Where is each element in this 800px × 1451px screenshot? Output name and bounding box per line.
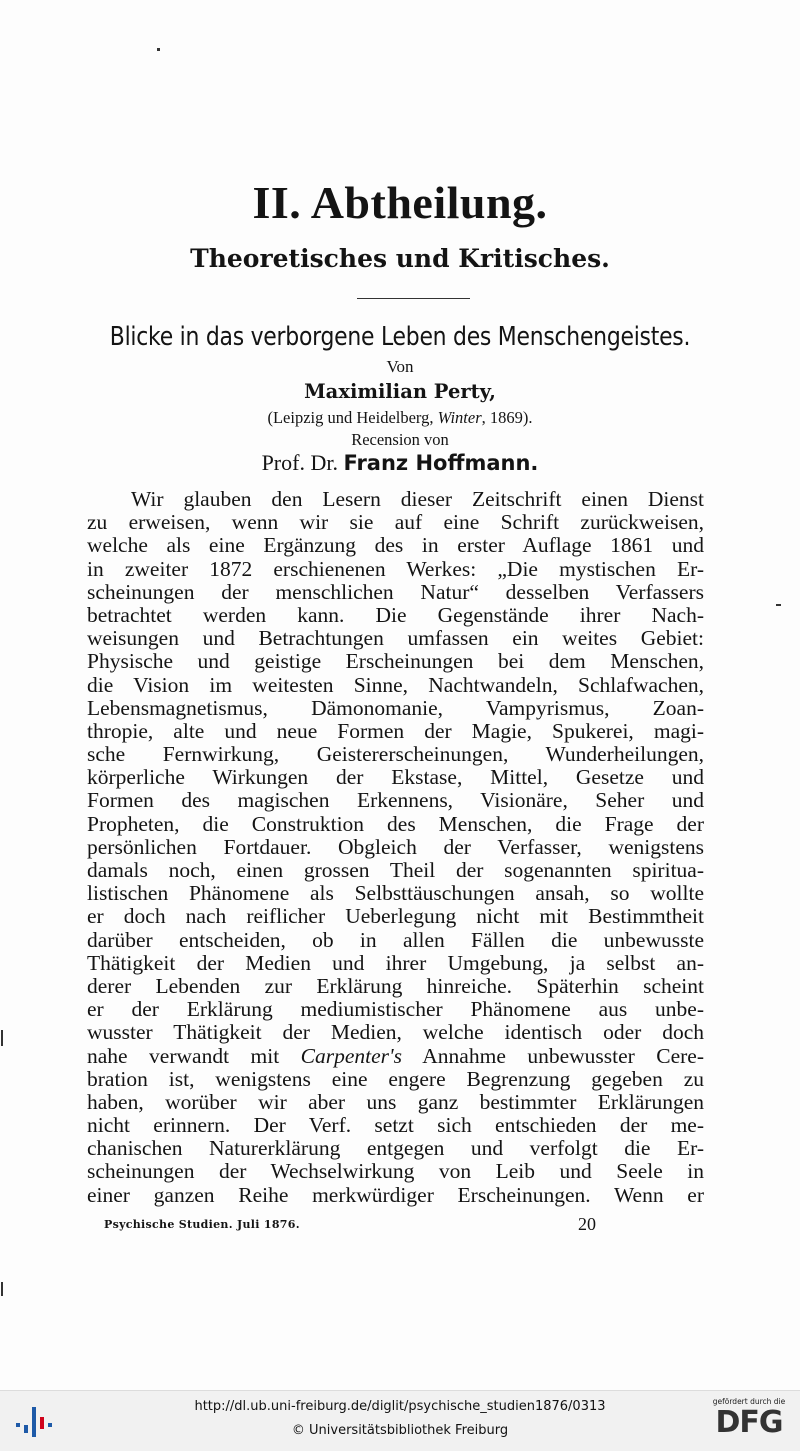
scan-speck [157, 48, 160, 51]
author-name: Maximilian Perty, [304, 380, 496, 403]
section-subtitle: Theoretisches und Kritisches. [190, 244, 610, 273]
dfg-logo-text: DFG [715, 1405, 783, 1440]
text-line: Propheten, die Construktion des Menschen, die Frage der [87, 811, 704, 836]
publication-year: , 1869). [481, 408, 533, 427]
text-line: zu erweisen, wenn wir sie auf eine Schrift zurückweisen, [87, 510, 704, 535]
text-line: Formen des magischen Erkennens, Visionäre, Seher und [87, 788, 704, 813]
reviewer-name: Franz Hoffmann. [343, 451, 539, 475]
italic-name: Carpenter's [300, 1043, 402, 1068]
text-line: scheinungen der menschlichen Natur“ desselben Verfassers [87, 579, 704, 604]
scan-speck [776, 604, 781, 606]
text-line: persönlichen Fortdauer. Obgleich der Verfasser, wenigstens [87, 834, 704, 859]
text-line: betrachtet werden kann. Die Gegenstände ihrer Nach- [87, 602, 704, 627]
text-line: die Vision im weitesten Sinne, Nachtwandeln, Schlafwachen, [87, 672, 704, 697]
text-line: chanischen Naturerklärung entgegen und verfolgt die Er- [87, 1136, 704, 1161]
viewer-footer-bar [0, 1390, 800, 1451]
reviewer [0, 450, 800, 476]
article-title: Blicke in das verborgene Leben des Menschengeistes. [109, 322, 691, 352]
page-number: 20 [578, 1214, 596, 1234]
text-line: listischen Phänomene als Selbsttäuschungen ansah, so wollte [87, 881, 704, 906]
text-line: körperliche Wirkungen der Ekstase, Mittel, Gesetze und [87, 765, 704, 790]
scan-speck [1, 1282, 3, 1296]
scan-speck [1, 1030, 3, 1046]
section-title: II. Abtheilung. [252, 177, 548, 228]
running-footer: Psychische Studien. Juli 1876. [104, 1218, 300, 1231]
recension-label: Recension von [351, 430, 449, 449]
publication-place: (Leipzig und Heidelberg, [267, 408, 438, 427]
text-line: welche als eine Ergänzung des in erster Auflage 1861 und [87, 533, 704, 558]
text-line: nahe verwandt mit Carpenter's Annahme unbewusster Cere- [87, 1043, 704, 1068]
text-line: weisungen und Betrachtungen umfassen ein weites Gebiet: [87, 626, 704, 651]
text-line: thropie, alte und neue Formen der Magie, Spukerei, magi- [87, 718, 704, 743]
text-line: Wir glauben den Lesern dieser Zeitschrift einen Dienst [131, 487, 704, 511]
text-line: damals noch, einen grossen Theil der sogenannten spiritua- [87, 858, 704, 882]
text-line: Lebensmagnetismus, Dämonomanie, Vampyrismus, Zoan- [87, 695, 704, 720]
text-line: wusster Thätigkeit der Medien, welche identisch oder doch [87, 1020, 704, 1045]
text-line: einer ganzen Reihe merkwürdiger Erscheinungen. Wenn er [87, 1182, 704, 1207]
publication-publisher: Winter [437, 408, 482, 427]
text-line: in zweiter 1872 erschienenen Werkes: „Die mystischen Er- [87, 556, 704, 581]
body-text [87, 488, 704, 1207]
publication-info [0, 408, 800, 428]
text-line: Thätigkeit der Medien und ihrer Umgebung, ja selbst an- [87, 950, 704, 975]
copyright-notice: © Universitätsbibliothek Freiburg [291, 1423, 509, 1438]
title-divider [357, 298, 470, 299]
dfg-logo[interactable] [706, 1397, 792, 1447]
text-line: derer Lebenden zur Erklärung hinreiche. Späterhin scheint [87, 973, 704, 998]
text-line: er der Erklärung mediumistischer Phänomene aus unbe- [87, 997, 704, 1022]
text-line: nicht erinnern. Der Verf. setzt sich entschieden der me- [87, 1113, 704, 1138]
reviewer-title: Prof. Dr. [261, 450, 344, 475]
text-line: darüber entscheiden, ob in allen Fällen die unbewusste [87, 927, 704, 952]
permalink-url[interactable]: http://dl.ub.uni-freiburg.de/diglit/psychische_studien1876/0313 [194, 1399, 606, 1414]
text-line: bration ist, wenigstens eine engere Begrenzung gegeben zu [87, 1066, 704, 1091]
text-line: Physische und geistige Erscheinungen bei dem Menschen, [87, 649, 704, 674]
text-line: sche Fernwirkung, Geistererscheinungen, Wunderheilungen, [87, 742, 704, 767]
dfg-funding-text: gefördert durch die [712, 1397, 786, 1406]
text-line: er doch nach reiflicher Ueberlegung nicht mit Bestimmtheit [87, 904, 704, 929]
text-line: scheinungen der Wechselwirkung von Leib und Seele in [87, 1159, 704, 1184]
von-label: Von [386, 357, 414, 376]
text-line: haben, worüber wir aber uns ganz bestimmter Erklärungen [87, 1089, 704, 1114]
